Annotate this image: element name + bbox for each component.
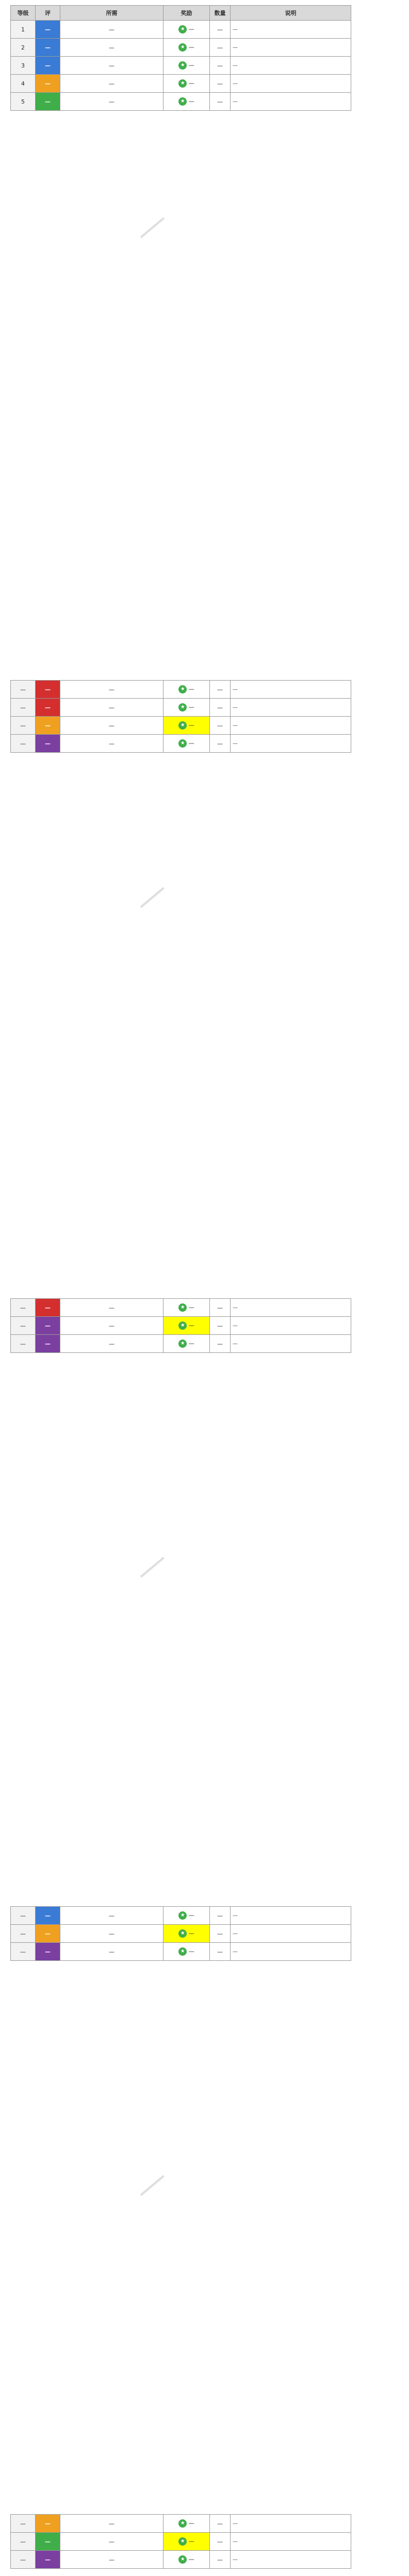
tier-cell: — — [36, 1335, 60, 1353]
qty-cell: — — [210, 75, 231, 93]
col-reward-header: 奖励 — [163, 6, 210, 21]
reward-text: — — [188, 722, 194, 728]
reward-cell — [163, 93, 210, 111]
reward-badge-icon: ★ — [178, 703, 187, 711]
reward-badge-icon: ★ — [178, 2537, 187, 2546]
table-block — [10, 680, 351, 753]
table-row — [11, 93, 351, 111]
reward-badge-icon: ★ — [178, 1947, 187, 1956]
requirement-cell: — — [60, 717, 163, 735]
note-cell: — — [231, 1943, 351, 1961]
reward-cell — [163, 1925, 210, 1943]
table-row — [11, 39, 351, 57]
tier-cell: — — [36, 39, 60, 57]
reward-text: — — [188, 740, 194, 747]
tier-cell: — — [36, 699, 60, 717]
reward-cell — [163, 39, 210, 57]
schedule-table — [10, 2514, 351, 2569]
qty-cell: — — [210, 681, 231, 699]
requirement-cell: — — [60, 39, 163, 57]
qty-cell: — — [210, 39, 231, 57]
reward-text: — — [188, 2538, 194, 2545]
qty-cell: — — [210, 699, 231, 717]
tier-cell: — — [36, 21, 60, 39]
level-cell: 2 — [11, 39, 36, 57]
requirement-cell: — — [60, 2533, 163, 2551]
reward-badge-icon: ★ — [178, 25, 187, 33]
reward-text: — — [188, 686, 194, 692]
qty-cell: — — [210, 2515, 231, 2533]
qty-cell: — — [210, 1299, 231, 1317]
table-row — [11, 2551, 351, 2569]
level-cell: 4 — [11, 75, 36, 93]
table-row — [11, 681, 351, 699]
reward-text: — — [188, 62, 194, 69]
table-row — [11, 57, 351, 75]
reward-badge-icon: ★ — [178, 1929, 187, 1938]
table-block — [10, 1298, 351, 1353]
level-cell: — — [11, 1299, 36, 1317]
reward-badge-icon: ★ — [178, 1321, 187, 1330]
reward-text: — — [188, 1912, 194, 1919]
note-cell: — — [231, 735, 351, 753]
level-cell: — — [11, 699, 36, 717]
tier-cell: — — [36, 2551, 60, 2569]
reward-badge-icon: ★ — [178, 79, 187, 88]
reward-cell — [163, 699, 210, 717]
reward-cell — [163, 1335, 210, 1353]
level-cell: — — [11, 1335, 36, 1353]
reward-badge-icon: ★ — [178, 2555, 187, 2564]
col-qty-header: 数量 — [210, 6, 231, 21]
table-block — [10, 5, 351, 111]
note-cell: — — [231, 2515, 351, 2533]
tier-cell: — — [36, 75, 60, 93]
tier-cell: — — [36, 681, 60, 699]
col-tier-header: 评 — [36, 6, 60, 21]
header-row — [11, 6, 351, 21]
requirement-cell: — — [60, 1925, 163, 1943]
note-cell: — — [231, 681, 351, 699]
qty-cell: — — [210, 1925, 231, 1943]
reward-cell — [163, 57, 210, 75]
requirement-cell: — — [60, 1943, 163, 1961]
tier-cell: — — [36, 1907, 60, 1925]
level-cell: — — [11, 1907, 36, 1925]
qty-cell: — — [210, 1907, 231, 1925]
reward-badge-icon: ★ — [178, 739, 187, 748]
reward-badge-icon: ★ — [178, 1303, 187, 1312]
requirement-cell: — — [60, 2515, 163, 2533]
reward-cell — [163, 75, 210, 93]
note-cell: — — [231, 1907, 351, 1925]
qty-cell: — — [210, 2551, 231, 2569]
reward-text: — — [188, 26, 194, 32]
watermark-stamp: — — [126, 869, 178, 921]
reward-cell — [163, 21, 210, 39]
reward-cell — [163, 2533, 210, 2551]
table-row — [11, 735, 351, 753]
reward-text: — — [188, 704, 194, 710]
reward-cell — [163, 1907, 210, 1925]
reward-badge-icon: ★ — [178, 685, 187, 693]
reward-cell — [163, 717, 210, 735]
level-cell: — — [11, 1943, 36, 1961]
requirement-cell: — — [60, 57, 163, 75]
schedule-table — [10, 5, 351, 111]
reward-cell — [163, 735, 210, 753]
reward-text: — — [188, 1304, 194, 1311]
requirement-cell: — — [60, 2551, 163, 2569]
reward-badge-icon: ★ — [178, 1911, 187, 1920]
qty-cell: — — [210, 57, 231, 75]
note-cell: — — [231, 2551, 351, 2569]
qty-cell: — — [210, 1335, 231, 1353]
qty-cell: — — [210, 93, 231, 111]
level-cell: — — [11, 1925, 36, 1943]
tier-cell: — — [36, 93, 60, 111]
watermark-stamp: — — [126, 1538, 178, 1591]
reward-text: — — [188, 1948, 194, 1955]
qty-cell: — — [210, 2533, 231, 2551]
reward-text: — — [188, 44, 194, 50]
tier-cell: — — [36, 735, 60, 753]
note-cell: — — [231, 1925, 351, 1943]
note-cell: — — [231, 699, 351, 717]
schedule-table — [10, 680, 351, 753]
reward-cell — [163, 1299, 210, 1317]
table-block — [10, 1906, 351, 1961]
table-row — [11, 1317, 351, 1335]
table-row — [11, 1907, 351, 1925]
reward-cell — [163, 2515, 210, 2533]
watermark-stamp: — — [126, 199, 178, 251]
note-cell: — — [231, 93, 351, 111]
table-row — [11, 1299, 351, 1317]
requirement-cell: — — [60, 21, 163, 39]
level-cell: — — [11, 2515, 36, 2533]
table-row — [11, 1943, 351, 1961]
requirement-cell: — — [60, 1335, 163, 1353]
table-row — [11, 21, 351, 39]
level-cell: 1 — [11, 21, 36, 39]
tier-cell: — — [36, 1925, 60, 1943]
tier-cell: — — [36, 1299, 60, 1317]
qty-cell: — — [210, 735, 231, 753]
reward-badge-icon: ★ — [178, 1340, 187, 1348]
table-row — [11, 717, 351, 735]
requirement-cell: — — [60, 699, 163, 717]
level-cell: — — [11, 717, 36, 735]
requirement-cell: — — [60, 93, 163, 111]
tier-cell: — — [36, 1943, 60, 1961]
reward-cell — [163, 2551, 210, 2569]
level-cell: 5 — [11, 93, 36, 111]
reward-text: — — [188, 1930, 194, 1937]
table-row — [11, 1335, 351, 1353]
requirement-cell: — — [60, 1317, 163, 1335]
qty-cell: — — [210, 717, 231, 735]
tier-cell: — — [36, 717, 60, 735]
requirement-cell: — — [60, 681, 163, 699]
col-level-header: 等级 — [11, 6, 36, 21]
reward-cell — [163, 1317, 210, 1335]
tier-cell: — — [36, 2515, 60, 2533]
col-note-header: 说明 — [231, 6, 351, 21]
table-row — [11, 2515, 351, 2533]
reward-badge-icon: ★ — [178, 61, 187, 70]
note-cell: — — [231, 717, 351, 735]
tier-cell: — — [36, 57, 60, 75]
tier-cell: — — [36, 2533, 60, 2551]
table-row — [11, 2533, 351, 2551]
reward-text: — — [188, 2556, 194, 2563]
level-cell: — — [11, 1317, 36, 1335]
requirement-cell: — — [60, 1299, 163, 1317]
reward-text: — — [188, 2520, 194, 2527]
reward-text: — — [188, 1340, 194, 1347]
qty-cell: — — [210, 1317, 231, 1335]
requirement-cell: — — [60, 735, 163, 753]
reward-text: — — [188, 98, 194, 105]
watermark-stamp: — — [126, 2157, 178, 2209]
table-row — [11, 1925, 351, 1943]
note-cell: — — [231, 57, 351, 75]
reward-badge-icon: ★ — [178, 2519, 187, 2528]
requirement-cell: — — [60, 75, 163, 93]
qty-cell: — — [210, 21, 231, 39]
level-cell: — — [11, 2551, 36, 2569]
tier-cell: — — [36, 1317, 60, 1335]
note-cell: — — [231, 2533, 351, 2551]
table-block — [10, 2514, 351, 2569]
reward-badge-icon: ★ — [178, 43, 187, 52]
col-requirement-header: 所需 — [60, 6, 163, 21]
note-cell: — — [231, 1317, 351, 1335]
table-row — [11, 75, 351, 93]
note-cell: — — [231, 1335, 351, 1353]
reward-text: — — [188, 80, 194, 87]
schedule-table — [10, 1906, 351, 1961]
note-cell: — — [231, 21, 351, 39]
note-cell: — — [231, 75, 351, 93]
level-cell: — — [11, 2533, 36, 2551]
qty-cell: — — [210, 1943, 231, 1961]
note-cell: — — [231, 39, 351, 57]
level-cell: — — [11, 681, 36, 699]
reward-text: — — [188, 1322, 194, 1329]
requirement-cell: — — [60, 1907, 163, 1925]
note-cell: — — [231, 1299, 351, 1317]
level-cell: — — [11, 735, 36, 753]
reward-badge-icon: ★ — [178, 97, 187, 106]
level-cell: 3 — [11, 57, 36, 75]
reward-cell — [163, 1943, 210, 1961]
reward-badge-icon: ★ — [178, 721, 187, 730]
table-row — [11, 699, 351, 717]
reward-cell — [163, 681, 210, 699]
schedule-table — [10, 1298, 351, 1353]
